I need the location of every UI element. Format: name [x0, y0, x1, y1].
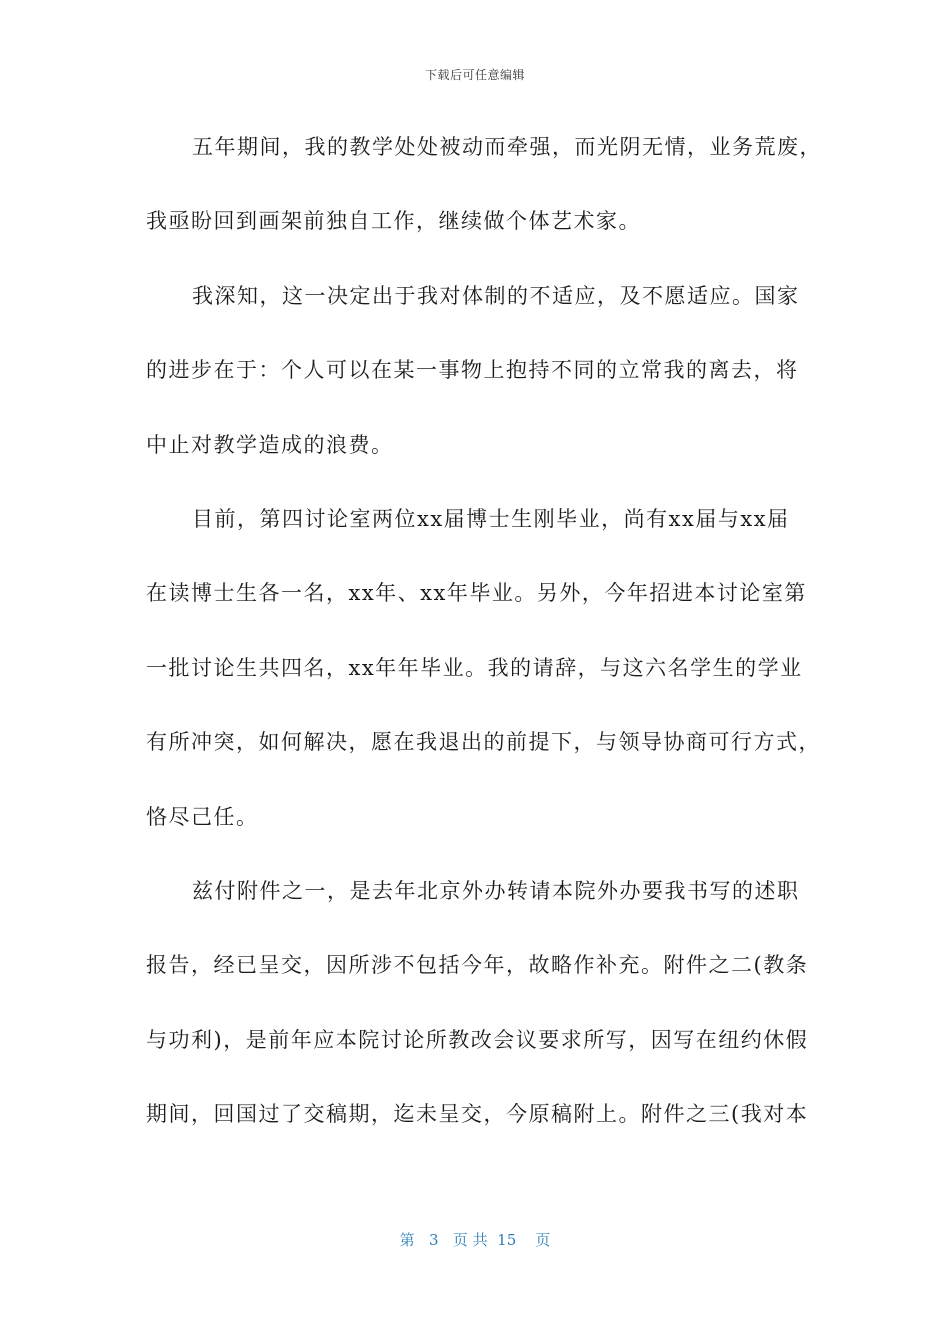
text-line: 与功利)，是前年应本院讨论所教改会议要求所写，因写在纽约休假: [146, 1027, 809, 1052]
total-pages-number: 15: [497, 1231, 517, 1249]
footer-label-suffix: 页: [535, 1231, 551, 1249]
text-line: 期间，回国过了交稿期，迄未呈交，今原稿附上。附件之三(我对本: [146, 1102, 809, 1127]
page-header: 下载后可任意编辑: [424, 68, 525, 82]
text-line: 报告，经已呈交，因所涉不包括今年，故略作补充。附件之二(教条: [146, 953, 809, 978]
text-line: 有所冲突，如何解决，愿在我退出的前提下，与领导协商可行方式，: [146, 730, 821, 755]
text-line: 一批讨论生共四名，xx年年毕业。我的请辞，与这六名学生的学业: [146, 655, 803, 680]
text-line: 目前，第四讨论室两位xx届博士生刚毕业，尚有xx届与xx届: [192, 506, 790, 531]
text-line: 我亟盼回到画架前独自工作，继续做个体艺术家。: [146, 209, 641, 234]
text-line: 中止对教学造成的浪费。: [146, 432, 394, 457]
footer-label-page: 第: [399, 1231, 415, 1249]
text-line: 恪尽己任。: [146, 804, 259, 829]
text-line: 五年期间，我的教学处处被动而牵强，而光阴无情，业务荒废，: [192, 135, 822, 159]
text-line: 的进步在于：个人可以在某一事物上抱持不同的立常我的离去，将: [146, 358, 799, 383]
document-body: [146, 127, 822, 1168]
text-line: 兹付附件之一，是去年北京外办转请本院外办要我书写的述职: [192, 878, 800, 903]
footer-label-total: 页 共: [452, 1231, 488, 1249]
text-line: 我深知，这一决定出于我对体制的不适应，及不愿适应。国家: [192, 283, 800, 308]
page-footer: [0, 1229, 950, 1250]
current-page-number: 3: [428, 1231, 439, 1249]
text-line: 在读博士生各一名，xx年、xx年毕业。另外，今年招进本讨论室第: [146, 581, 807, 606]
